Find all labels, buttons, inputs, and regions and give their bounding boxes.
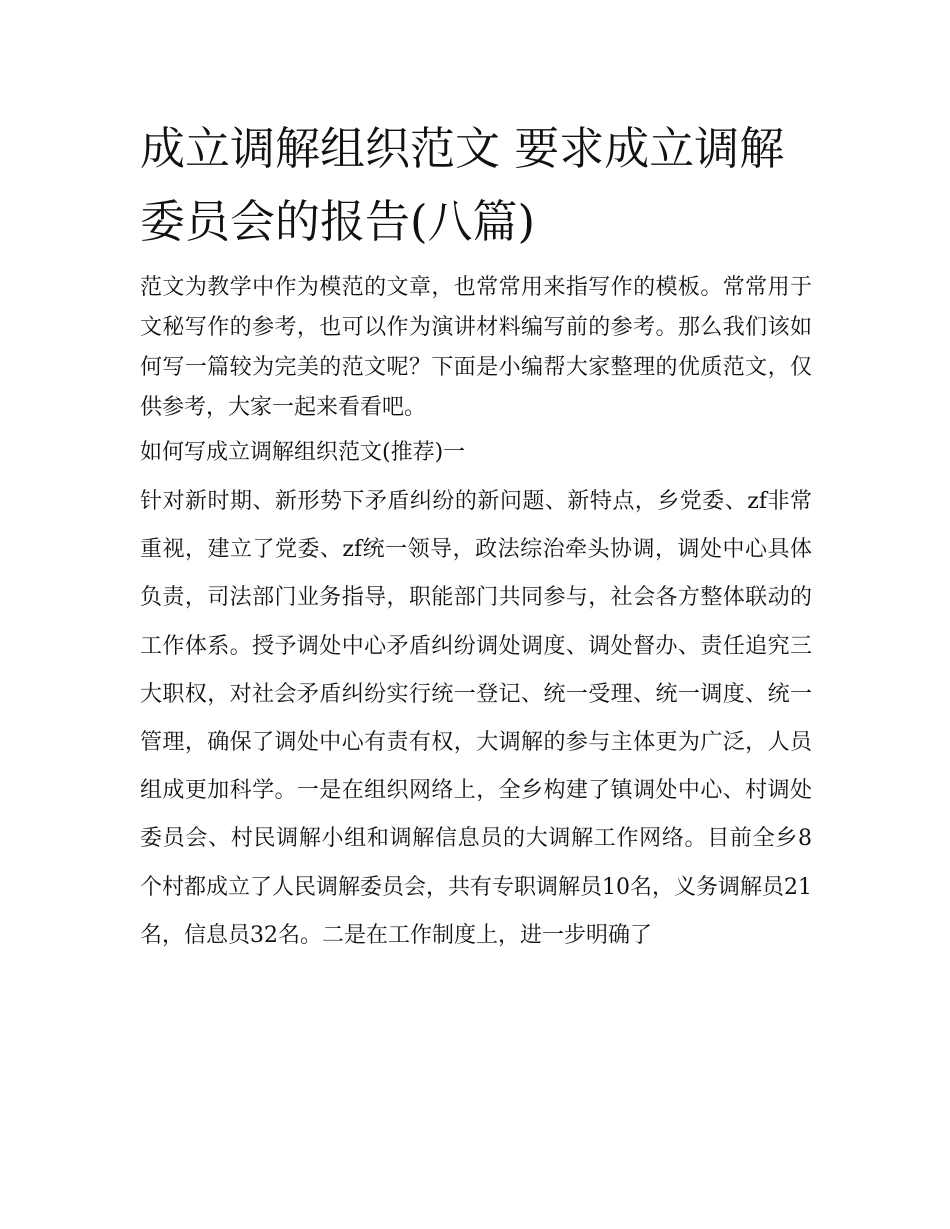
document-page	[140, 112, 812, 960]
section-heading: 如何写成立调解组织范文(推荐)一	[140, 440, 466, 465]
intro-paragraph: 范文为教学中作为模范的文章，也常常用来指写作的模板。常常用于文秘写作的参考，也可以作为演讲材料编写前的参考。那么我们该如何写一篇较为完美的范文呢？下面是小编帮大家整理的优质范文，仅供参考，大家一起来看看吧。	[140, 275, 812, 420]
section-body-paragraph: 针对新时期、新形势下矛盾纠纷的新问题、新特点，乡党委、zf非常重视，建立了党委、zf统一领导，政法综治牵头协调，调处中心具体负责，司法部门业务指导，职能部门共同参与，社会各方整体联动的工作体系。授予调处中心矛盾纠纷调处调度、调处督办、责任追究三大职权，对社会矛盾纠纷实行统一登记、统一受理、统一调度、统一管理，确保了调处中心有责有权，大调解的参与主体更为广泛，人员组成更加科学。一是在组织网络上，全乡构建了镇调处中心、村调处委员会、村民调解小组和调解信息员的大调解工作网络。目前全乡8个村都成立了人民调解委员会，共有专职调解员10名，义务调解员21名，信息员32名。二是在工作制度上，进一步明确了	[140, 489, 812, 948]
document-title: 成立调解组织范文 要求成立调解委员会的报告(八篇)	[140, 122, 785, 248]
